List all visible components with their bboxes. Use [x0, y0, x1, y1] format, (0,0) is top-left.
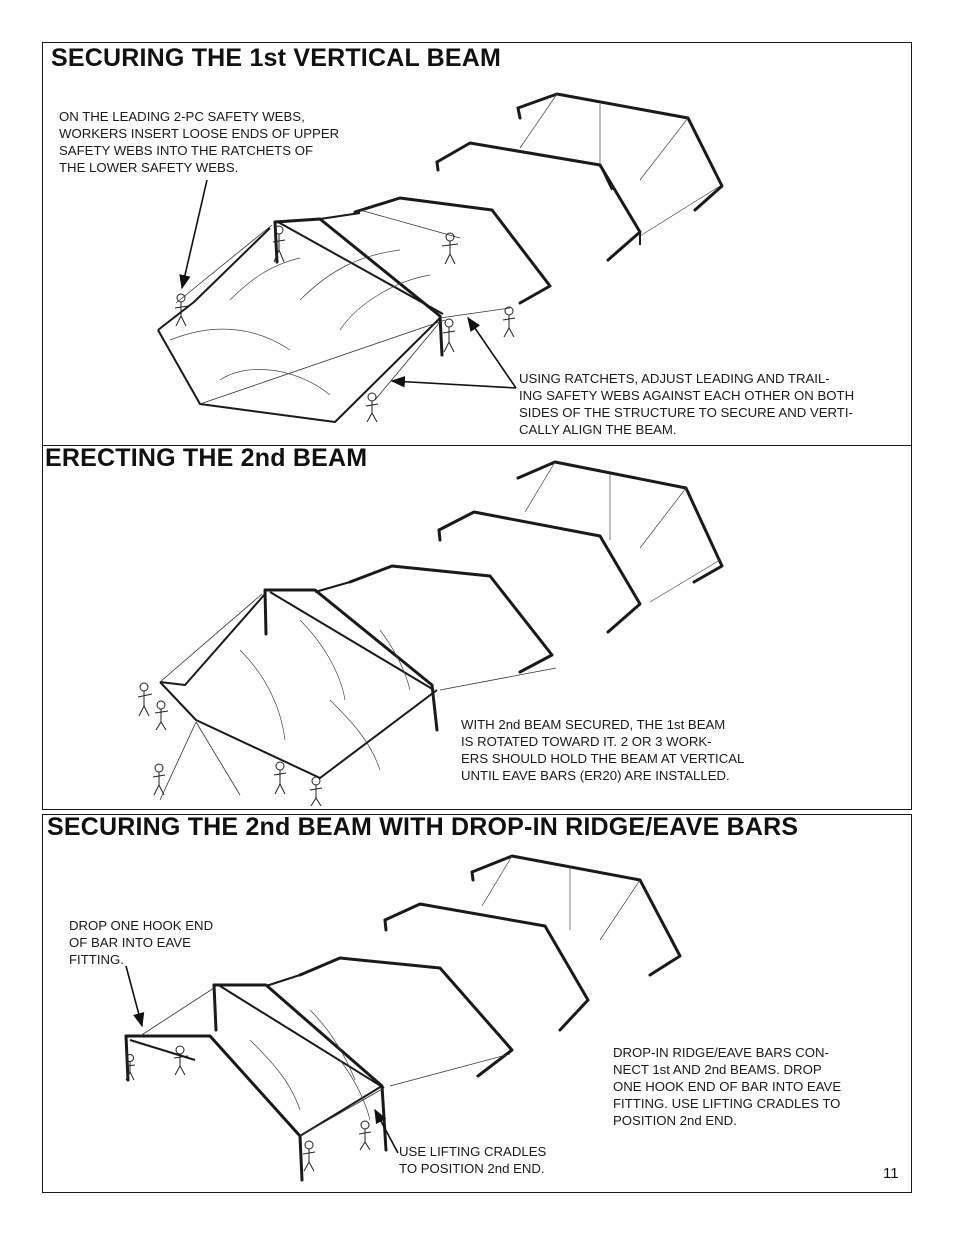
note-line: CALLY ALIGN THE BEAM. [519, 422, 677, 437]
page-number: 11 [883, 1165, 899, 1182]
note-line: IS ROTATED TOWARD IT. 2 OR 3 WORK- [461, 734, 712, 749]
worker-figure-icon [366, 393, 378, 422]
worker-figure-icon [442, 233, 458, 264]
worker-figure-icon [174, 1046, 188, 1075]
arrow-icon [182, 180, 207, 288]
worker-figure-icon [443, 319, 455, 352]
worker-figure-icon [310, 777, 322, 806]
section-title-1: SECURING THE 1st VERTICAL BEAM [51, 44, 502, 72]
note-line: SIDES OF THE STRUCTURE TO SECURE AND VERTI- [519, 405, 853, 420]
note-line: WORKERS INSERT LOOSE ENDS OF UPPER [59, 126, 340, 141]
note-line: SAFETY WEBS INTO THE RATCHETS OF [59, 143, 314, 158]
note-line: TO POSITION 2nd END. [399, 1161, 545, 1176]
worker-figure-icon [138, 683, 152, 716]
note-line: UNTIL EAVE BARS (ER20) ARE INSTALLED. [461, 768, 730, 783]
worker-figure-icon [153, 764, 165, 795]
note-line: FITTING. USE LIFTING CRADLES TO [613, 1096, 841, 1111]
section-title-2: ERECTING THE 2nd BEAM [45, 444, 368, 472]
worker-figure-icon [359, 1121, 371, 1150]
note-line: THE LOWER SAFETY WEBS. [59, 160, 239, 175]
note-line: ON THE LEADING 2-PC SAFETY WEBS, [59, 109, 305, 124]
worker-figure-icon [303, 1141, 315, 1171]
note-line: USE LIFTING CRADLES [399, 1144, 547, 1159]
arrow-icon [126, 966, 142, 1026]
note-line: POSITION 2nd END. [613, 1113, 737, 1128]
note-line: USING RATCHETS, ADJUST LEADING AND TRAIL- [519, 371, 830, 386]
note-line: ONE HOOK END OF BAR INTO EAVE [613, 1079, 842, 1094]
note-line: ERS SHOULD HOLD THE BEAM AT VERTICAL [461, 751, 745, 766]
beam-frame-illustration [158, 94, 722, 422]
beam-frame-illustration [160, 462, 722, 800]
note-line: WITH 2nd BEAM SECURED, THE 1st BEAM [461, 717, 726, 732]
note-line: NECT 1st AND 2nd BEAMS. DROP [613, 1062, 822, 1077]
note-line: DROP ONE HOOK END [69, 918, 214, 933]
worker-figure-icon [503, 307, 515, 337]
worker-figure-icon [274, 762, 286, 794]
worker-figure-icon [155, 701, 168, 730]
note-line: DROP-IN RIDGE/EAVE BARS CON- [613, 1045, 829, 1060]
note-line: FITTING. [69, 952, 124, 967]
arrow-icon [392, 381, 516, 388]
beam-frame-illustration [126, 856, 680, 1180]
section-title-3: SECURING THE 2nd BEAM WITH DROP-IN RIDGE/EAVE BARS [47, 813, 799, 841]
note-line: ING SAFETY WEBS AGAINST EACH OTHER ON BOTH [519, 388, 855, 403]
note-line: OF BAR INTO EAVE [69, 935, 191, 950]
